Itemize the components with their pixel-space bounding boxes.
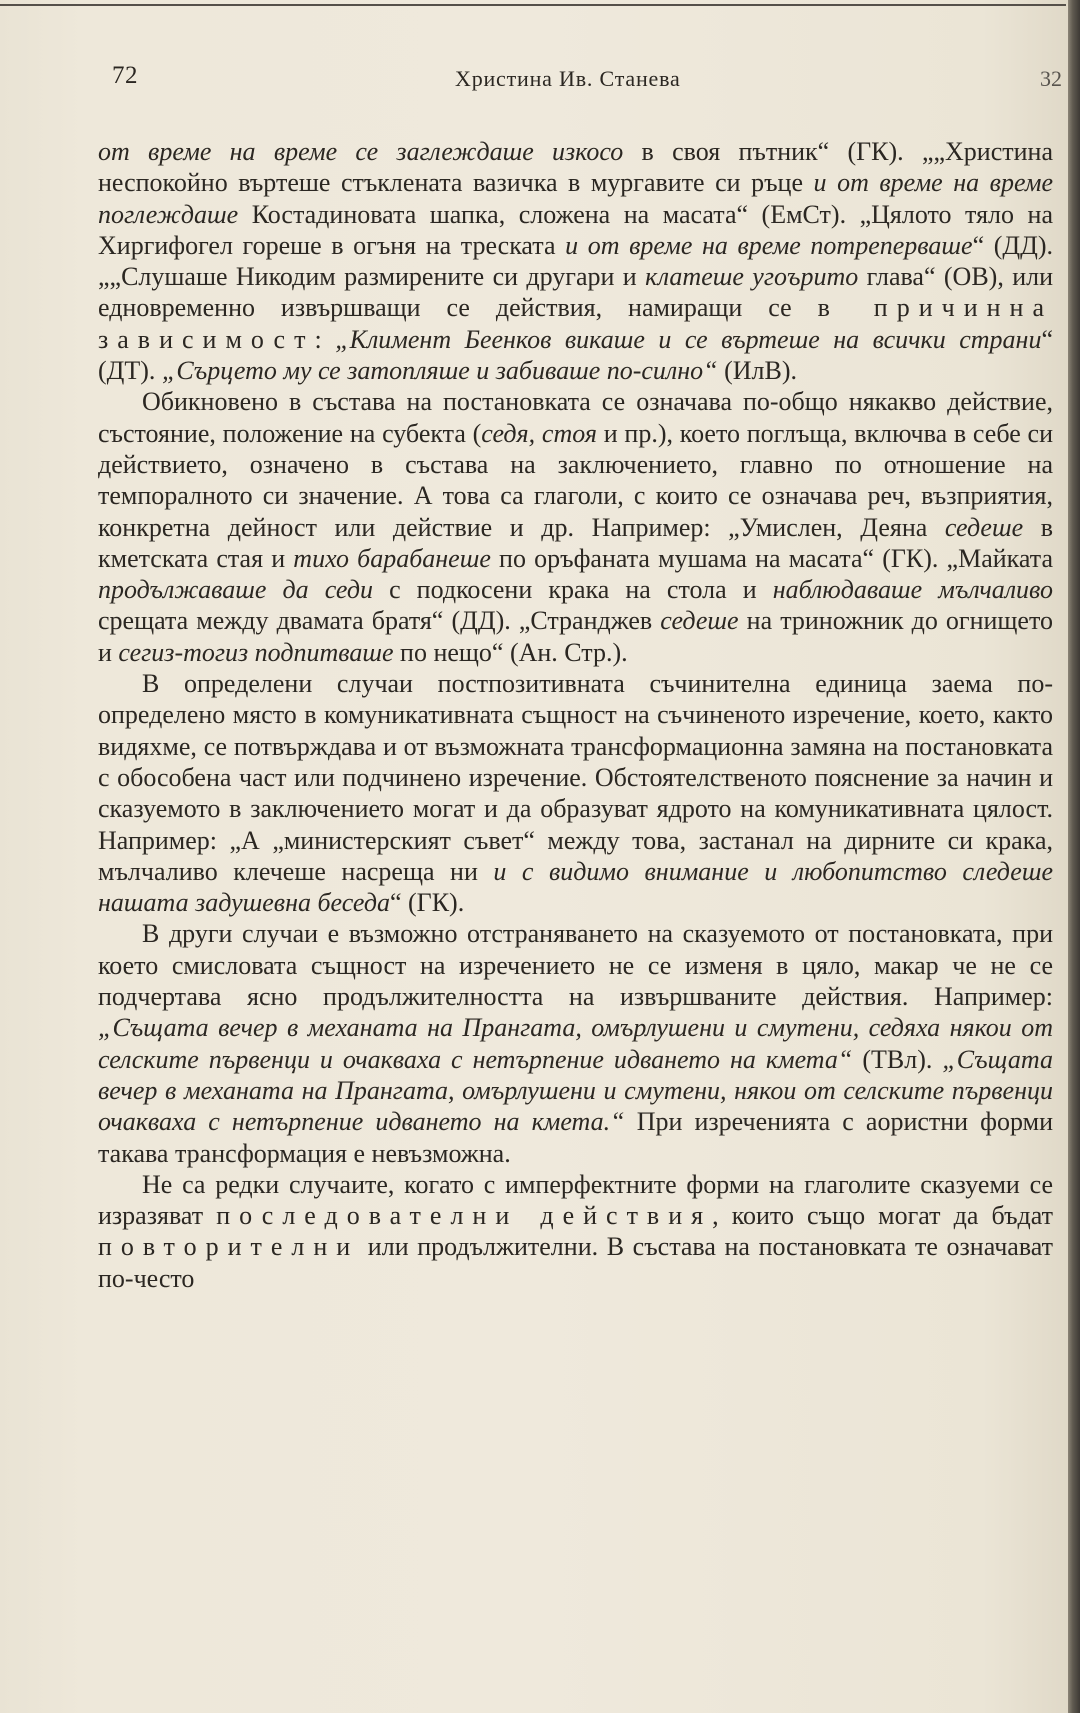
italic-example-text: клатеше угоърито bbox=[645, 262, 859, 292]
italic-example-text: седя, стоя bbox=[481, 418, 597, 448]
paragraph-text: “ (ГК). bbox=[389, 888, 465, 918]
spaced-term: в причинна зависимост bbox=[98, 293, 1053, 354]
paragraph-text: (ИлВ). bbox=[717, 356, 798, 386]
paragraph-text: на триножник до огнището и bbox=[98, 606, 1053, 667]
paragraph bbox=[98, 668, 1053, 918]
italic-example-text: „Сърцето му се затопляше и забиваше по-силно“ bbox=[161, 356, 718, 386]
paragraph bbox=[98, 918, 1053, 1168]
paragraph-text: Костадиновата шапка, сложена на масата“ (ЕмСт). „Цялото тяло на Хиргифогел гореше в огъня на треската bbox=[98, 199, 1053, 260]
page-number: 72 bbox=[112, 62, 138, 89]
paragraph-text: (ТВл). bbox=[852, 1044, 943, 1074]
paragraph bbox=[98, 136, 1053, 386]
italic-example-text: продължаваше да седи bbox=[98, 575, 373, 605]
italic-example-text: и от време на време потреперваше bbox=[565, 230, 973, 260]
paragraph-text: Обикновено в състава на постановката се означава по-общо някакво действие, състояние, положение на субекта ( bbox=[98, 387, 1053, 448]
running-head: Христина Ив. Станева bbox=[455, 66, 681, 91]
paragraph-text: В други случаи е възможно отстраняването на сказуемото от постановката, при което смисловата същност на изречението не се изменя в цяло, макар че не се подчертава ясно продължителността на извършваните действия. Например: bbox=[98, 919, 1053, 1012]
paragraph-text: в своя пътник“ (ГК). „„Христина неспокойно въртеше стъклената вазичка в мургавите си ръце bbox=[98, 137, 1053, 198]
body-text bbox=[98, 136, 1053, 1294]
italic-example-text: „Климент Беенков викаше и се въртеше на всички страни bbox=[335, 324, 1042, 354]
top-rule bbox=[0, 4, 1066, 6]
page-header bbox=[0, 58, 1068, 98]
italic-example-text: и с видимо внимание и любопитство следеше нашата задушевна беседа bbox=[98, 856, 1053, 918]
italic-example-text: „Същата вечер в механата на Прангата, омърлушени и смутени, някои от селските първенци очакваха с нетърпение идването на кмета.“ bbox=[98, 1044, 1054, 1137]
paragraph-text: “ (ДТ). bbox=[98, 324, 1053, 386]
spaced-term: повторителни bbox=[98, 1232, 360, 1262]
paragraph-text: : bbox=[314, 324, 336, 354]
italic-example-text: от време на време се заглеждаше изкосо bbox=[98, 137, 624, 166]
paragraph-text: по оръфаната мушама на масата“ (ГК). „Майката bbox=[490, 543, 1053, 573]
paragraph-text: “ (ДД). „„Слушаше Никодим размирените си другари и bbox=[98, 230, 1053, 292]
page-edge-shadow bbox=[1068, 0, 1080, 1713]
next-page-number-edge: 32 bbox=[1040, 66, 1062, 91]
paragraph-text: глава“ (ОВ), или едновременно извършващи се действия, намиращи се bbox=[98, 262, 1053, 323]
italic-example-text: и от време на време поглеждаше bbox=[98, 168, 1053, 229]
paragraph-text: Не са редки случаите, когато с имперфектните форми на глаголите сказуеми се изразяват bbox=[98, 1169, 1053, 1231]
italic-example-text: тихо барабанеше bbox=[293, 543, 491, 573]
italic-example-text: сегиз-тогиз подпитваше bbox=[118, 637, 394, 667]
italic-example-text: „Същата вечер в механата на Прангата, омърлушени и смутени, седяха някои от селските първенци и очакваха с нетърпение идването на кмета“ bbox=[98, 1013, 1053, 1074]
italic-example-text: седеше bbox=[660, 606, 739, 636]
paragraph-text: в кметската стая и bbox=[98, 512, 1053, 573]
italic-example-text: наблюдаваше мълчаливо bbox=[772, 575, 1054, 605]
paragraph-text: по нещо“ (Ан. Стр.). bbox=[393, 637, 628, 667]
spaced-term: последователни действия bbox=[216, 1201, 713, 1231]
paragraph-text: При изреченията с аористни форми такава трансформация е невъзможна. bbox=[98, 1107, 1053, 1168]
paragraph bbox=[98, 386, 1053, 668]
paragraph-text: срещата между двамата братя“ (ДД). „Странджев bbox=[98, 606, 661, 636]
paragraph-text: , които също могат да бъдат bbox=[712, 1201, 1053, 1231]
paragraph-text: с подкосени крака на стола и bbox=[372, 575, 773, 605]
paragraph-text: В определени случаи постпозитивната съчинителна единица заема по-определено място в комуникативната същност на съчиненото изречение, което, както видяхме, се потвърждава и от възможната трансформационна замяна на постановката с обособена част или подчинено изречение. Обстоятелственото пояснение за начин и сказуемото в заключението могат и да образуват ядрото на комуникативната цялост. Например: „А „министерският съвет“ между това, застанал на дирните си крака, мълчаливо клечеше насреща ни bbox=[98, 669, 1053, 886]
paragraph bbox=[98, 1169, 1053, 1294]
italic-example-text: седеше bbox=[944, 512, 1024, 542]
paragraph-text: и пр.), което поглъща, включва в себе си действието, означено в състава на заключението, главно по отношение на темпоралното си значение. А това са глаголи, с които се означава реч, възприятия, конкретна дейност или действие и др. Например: „Умислен, Деяна bbox=[98, 418, 1053, 542]
paragraph-text: или продължителни. В състава на постановката те означават по-често bbox=[98, 1232, 1053, 1293]
